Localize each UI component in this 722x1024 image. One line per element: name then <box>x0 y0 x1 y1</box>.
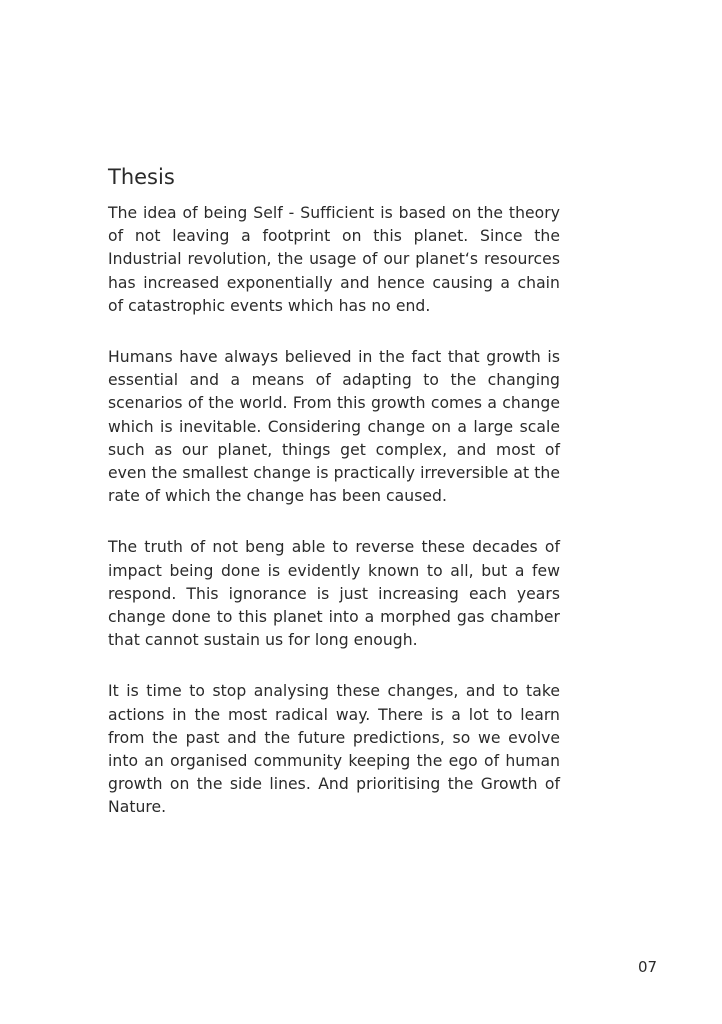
paragraph-2: Humans have always believed in the fact that growth is essential and a means of adapting to the changing scenarios of the world. From this growth comes a change which is inevitable. Considering change on a large scale such as our planet, things get complex, and most of even the smallest change is practically irreversible at the rate of which the change has been caused. <box>108 348 560 506</box>
paragraph-3: The truth of not beng able to reverse these decades of impact being done is evidently known to all, but a few respond. This ignorance is just increasing each years change done to this planet into a morphed gas chamber that cannot sustain us for long enough. <box>108 538 560 650</box>
body-text <box>108 202 560 848</box>
paragraph-4: It is time to stop analysing these changes, and to take actions in the most radical way. There is a lot to learn from the past and the future predictions, so we evolve into an organised community keeping the ego of human growth on the side lines. And prioritising the Growth of Nature. <box>108 682 560 817</box>
page-number: 07 <box>638 958 658 976</box>
paragraph-1: The idea of being Self - Sufficient is based on the theory of not leaving a footprint on this planet. Since the Industrial revolution, the usage of our planet‘s resources has increased exponentially and hence causing a chain of catastrophic events which has no end. <box>108 204 560 315</box>
page-title: Thesis <box>108 165 175 189</box>
